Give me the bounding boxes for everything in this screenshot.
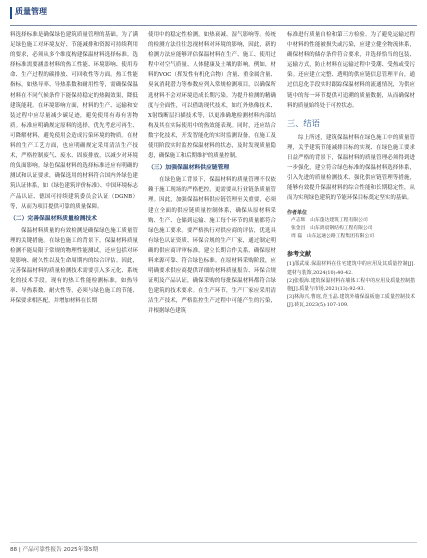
text-column-middle [148,30,276,540]
reference-item: [2]张根海.建筑保温材料在墙体工程中的应用及质量控制措施[J].质量与市场,2021(13):92-93. [287,277,415,293]
paragraph: 综上所述，建筑保温材料在绿色施工中的质量管理，关乎建筑节能减排目标的实现、在绿色施工要求日益严格的背景下，保温材料的质量管理必须得到进一步强化，建立符合绿色标准的保温材料选择体系，引入先进的质量检测技术、强化供应链管理等措施，能够有效提升保温材料的综合性能和长期稳定性，从而为实现绿色建筑的节能环保目标奠定坚实的基础。 [287,134,415,202]
section-marker-bar [10,7,12,19]
page-header [0,0,427,26]
section-heading-conclusion: 三、结语 [287,117,320,128]
subsection-heading: （二）完善保温材料质量检测技术 [10,215,97,222]
header-divider [10,25,417,26]
paragraph: 使用中的稳定性检测，如热衰减、湿气影响等。传统的检测方法往往忽视材料对环境的影响，因此，新的检测方法应能够评估保温材料在生产、施工、使用过程中对空气质量、人体健康及土壤的影响。例如，材料的VOC（挥发性有机化合物）含量、重金属含量、臭氧消耗潜力等参数应列入常规检测项目，以确保所选材料不会对环境造成长期污染。为提升检测的精确度与全面性，可以借助现代技术，如红外热像技术、X射线断层扫描技术等，以更准确地检测材料内部结构及其在实际使用中的热效能表现。同时，还应结合数字化技术，开发智能化的实时监测设备，在施工及使用阶段实时监控保温材料的状态，及时发现质量隐患，确保施工和后期维护的质量控制。 [148,32,276,160]
authors-label: 作者单位 [287,210,308,217]
page-footer: 88 | 产品可靠性报告 2025年第5期 [10,547,99,553]
text-column-left [10,30,138,540]
paragraph: 标准进行质量自检和第三方检验。为了避免运输过程中材料的性能被损失或污染，应建立健全物流体系，确保材料的储存条件符合要求，并选择恰当的包装、运输方式，防止材料在运输过程中受潮、受热或受污染。还应建立完整、透明的供应链信息管理平台，通过信息化手段实时跟踪保温材料的流通情况，为供应链中的每一环节提供可追溯的质量数据，从而确保材料的质量始终处于可控状态。 [287,32,415,109]
paragraph: 料选择标准是确保绿色建筑质量管理的基础。为了满足绿色施工对环境友好、节能减排和资源可持续利用的要求，必须从多个维度构建保温材料选择标准。选择标准需要涵盖材料的热工性能、环境影响、使用寿命、生产过程的碳排放、可回收性等方面。热工性能指标，如热导率、导热系数和耐用性等，需确保保温材料在不同气候条件下能保持稳定的热隔效果，降低建筑能耗。在环境影响方面，材料的生产、运输和安装过程中应尽量减少碳足迹，避免使用有毒有害物质。标准应明确规定原料的选择，优先考虑可再生、可降解材料，避免使用会造成污染环境的物质。在材料的生产工艺方面，也应明确规定采用清洁生产技术，严格控制废气、废水、固废排放，以减少对环境的负面影响。绿色保温材料的选择标准还应有明确的测试和认证要求，确保选用的材料符合国内外绿色建筑认证体系，如《绿色建筑评价标准》、中国环境标志产品认证、德国可持续建筑委员会认证（DGNB）等，从而为项目提供可靠的质量保障。 [10,32,138,210]
references-title: 参考文献 [287,251,312,259]
author-affiliations [287,209,415,241]
author-entry: 卢志辉 山东蓬达建筑工程有限公司 [291,218,368,224]
footer-divider [10,542,417,543]
text-column-right [287,30,415,540]
reference-item: [1]邵武成.保温材料在住宅建筑中的应用及其质量控制[J].建材与装饰,2024(10):40-42. [287,261,415,276]
author-entry: 张金昌 山东鸿宸钢结构工程有限公司 [291,226,373,232]
subsection-heading: （三）加强保温材料供应链管理 [148,165,230,172]
references [287,249,415,309]
section-title: 质量管理 [15,7,47,16]
paragraph: 保温材料质量的有效检测是确保绿色施工质量管理的关键措施。在绿色施工的背景下，保温材料质量检测不能局限于常规的物理性能测试，还应包括对环境影响、耐久性以及生命周期内的综合评估。因此，完善保温材料的质量检测技术需要引入多元化、系统化的技术手段。现有的热工性能检测标准，如热导率、导热系数、耐火性等，必须与绿色施工的节能、环保要求相匹配，并增加材料在长期 [10,227,138,305]
author-entry: 周 磊 山东远通公路工程集团有限公司 [291,234,375,240]
reference-item: [3]林海兴,曹庭,范玉晶.建筑外墙保温板施工质量控制技术[J].砖瓦,2023(5):107-109. [287,294,415,309]
paragraph: 在绿色施工背景下，保温材料的质量管理不仅依赖于施工现场的严格把控，更需要从行业链条质量管理。因此，加强保温材料供应链管理至关重要，必须建立全面的供应链质量控制体系，确保从原材料采购、生产、仓储到运输、施工每个环节的质量都符合绿色施工要求。要严格执行对供应商的评估，优选具有绿色认证资质、环保合规的生产厂家，通过制定明确的供应商评审标准，建立长期合作关系，确保原材料来源可靠、符合绿色标准。在原材料采购阶段，应明确要求供应商提供详细的材料质量报告、环保合规证明及产品认证，确保采购的每批保温材料都符合绿色建筑的技术要求。在生产环节，生产厂家应采用清洁生产技术，严格监控生产过程中可能产生的污染，并根据绿色建筑 [148,177,276,315]
